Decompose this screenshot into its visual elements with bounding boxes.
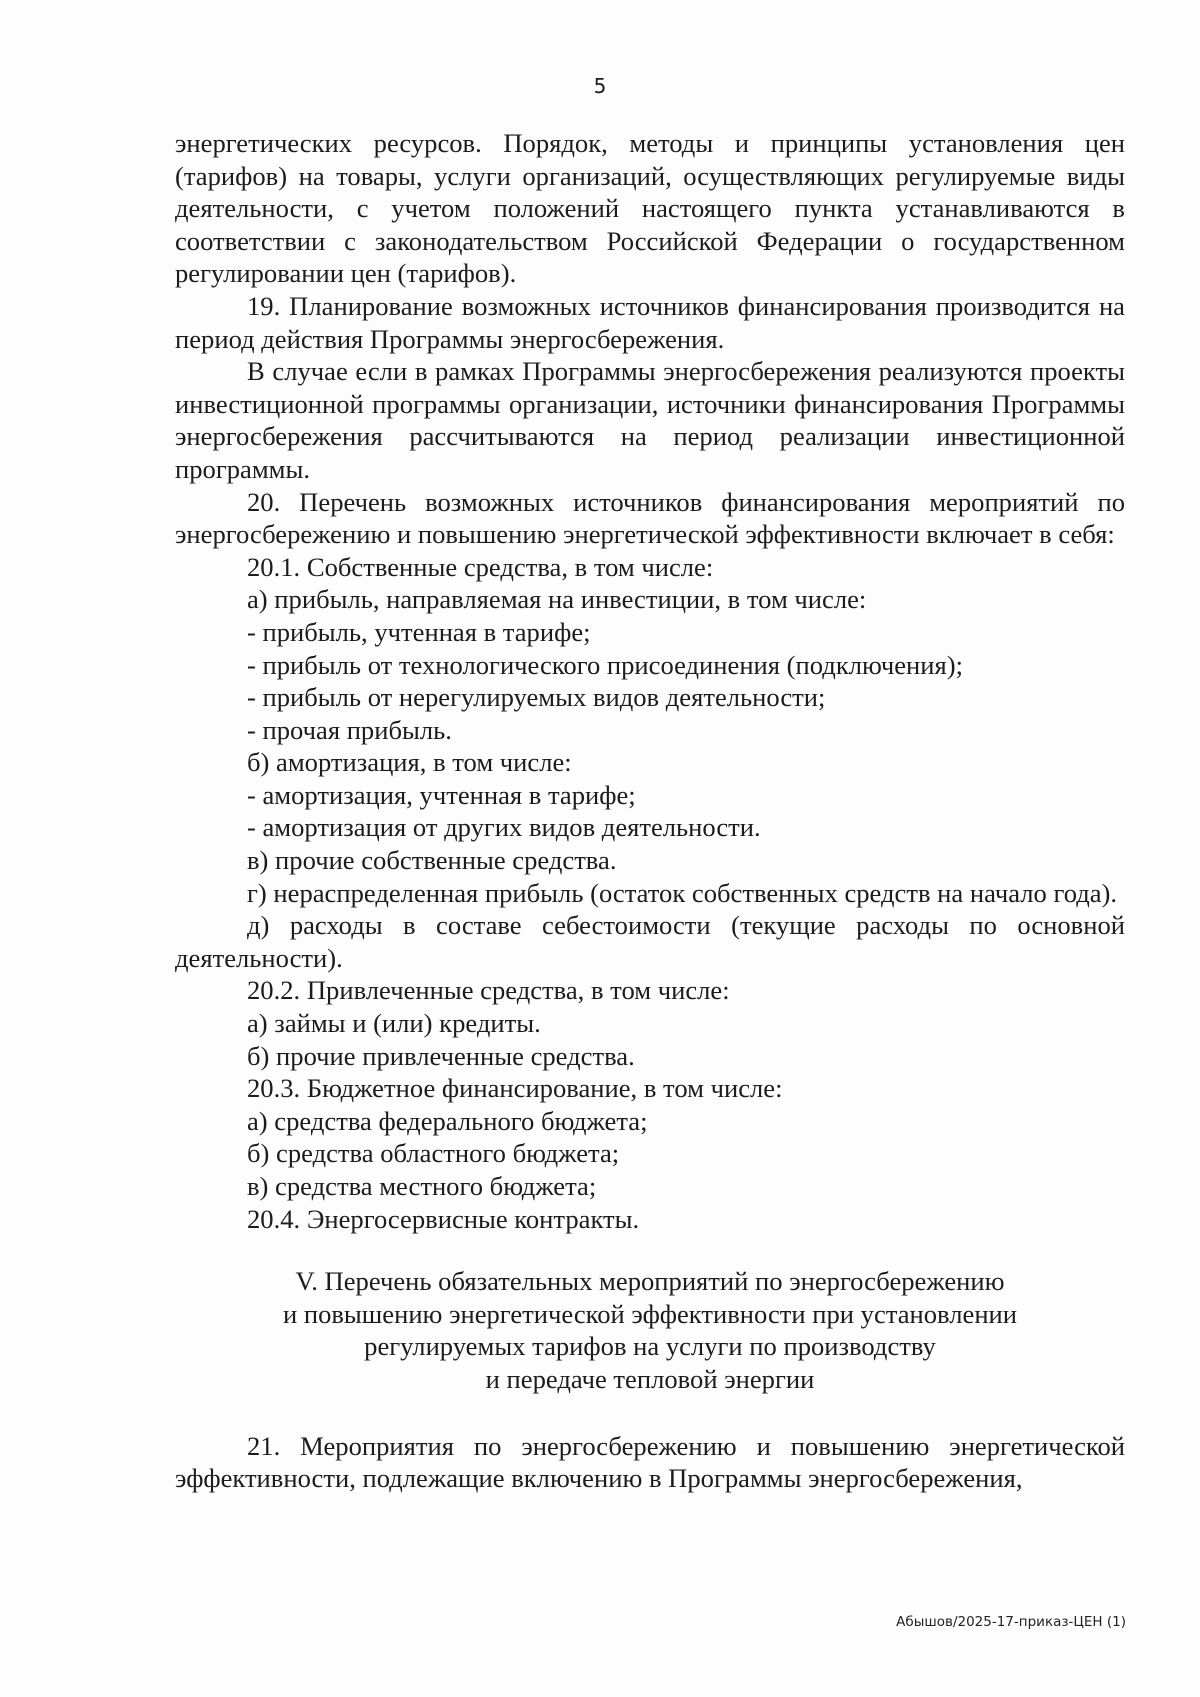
- section-heading-line: и передаче тепловой энергии: [485, 1363, 815, 1394]
- list-item: - прибыль от нерегулируемых видов деятельности;: [247, 682, 826, 713]
- list-item: - амортизация от других видов деятельности.: [247, 812, 761, 843]
- list-item: 20.1. Собственные средства, в том числе:: [247, 551, 714, 582]
- list-item: - амортизация, учтенная в тарифе;: [247, 779, 636, 810]
- list-item: - прибыль от технологического присоединения (подключения);: [247, 649, 963, 680]
- paragraph-continuation: энергетических ресурсов. Порядок, методы и принципы установления цен (тарифов) на товары, услуги организаций, осуществляющих регулируемые виды деятельности, с учетом положений настоящего пункта устанавливаются в соответствии с законодательством Российской Федерации о государственном регулировании цен (тарифов).: [175, 128, 1125, 289]
- list-item: а) прибыль, направляемая на инвестиции, в том числе:: [247, 584, 867, 615]
- list-item: б) прочие привлеченные средства.: [247, 1040, 635, 1071]
- list-item: 20.2. Привлеченные средства, в том числе:: [247, 975, 730, 1006]
- list-item: б) амортизация, в том числе:: [247, 747, 572, 778]
- list-item: а) средства федерального бюджета;: [247, 1105, 648, 1136]
- page-number: 5: [593, 74, 607, 98]
- section-heading: [175, 1265, 1125, 1395]
- list-item: - прибыль, учтенная в тарифе;: [247, 616, 591, 647]
- paragraph-investment-program: В случае если в рамках Программы энергосбережения реализуются проекты инвестиционной программы организации, источники финансирования Программы энергосбережения рассчитываются на период реализации инвестиционной программы.: [175, 356, 1125, 484]
- list-item: в) прочие собственные средства.: [247, 845, 617, 876]
- document-body: [175, 127, 1125, 1495]
- paragraph-19: 19. Планирование возможных источников финансирования производится на период действия Программы энергосбережения.: [175, 290, 1125, 354]
- list-item: - прочая прибыль.: [247, 714, 452, 745]
- list-item: в) средства местного бюджета;: [247, 1171, 597, 1201]
- list-item: а) займы и (или) кредиты.: [247, 1008, 541, 1039]
- section-heading-line: и повышению энергетической эффективности при установлении: [282, 1298, 1018, 1329]
- section-heading-line: V. Перечень обязательных мероприятий по энергосбережению: [295, 1266, 1005, 1297]
- list-item: б) средства областного бюджета;: [247, 1138, 620, 1169]
- paragraph-20: 20. Перечень возможных источников финансирования мероприятий по энергосбережению и повышению энергетической эффективности включает в себя:: [175, 486, 1125, 550]
- document-code: Абышов/2025-17-приказ-ЦЕН (1): [896, 1614, 1126, 1630]
- list-item: 20.3. Бюджетное финансирование, в том числе:: [247, 1073, 783, 1104]
- paragraph-21: 21. Мероприятия по энергосбережению и повышению энергетической эффективности, подлежащие включению в Программы энергосбережения,: [175, 1430, 1125, 1494]
- list-item: 20.4. Энергосервисные контракты.: [247, 1203, 640, 1234]
- list-item-paragraph: д) расходы в составе себестоимости (текущие расходы по основной деятельности).: [175, 910, 1125, 973]
- list-item-paragraph: г) нераспределенная прибыль (остаток собственных средств на начало года).: [247, 877, 1118, 908]
- section-heading-line: регулируемых тарифов на услуги по производству: [364, 1331, 936, 1362]
